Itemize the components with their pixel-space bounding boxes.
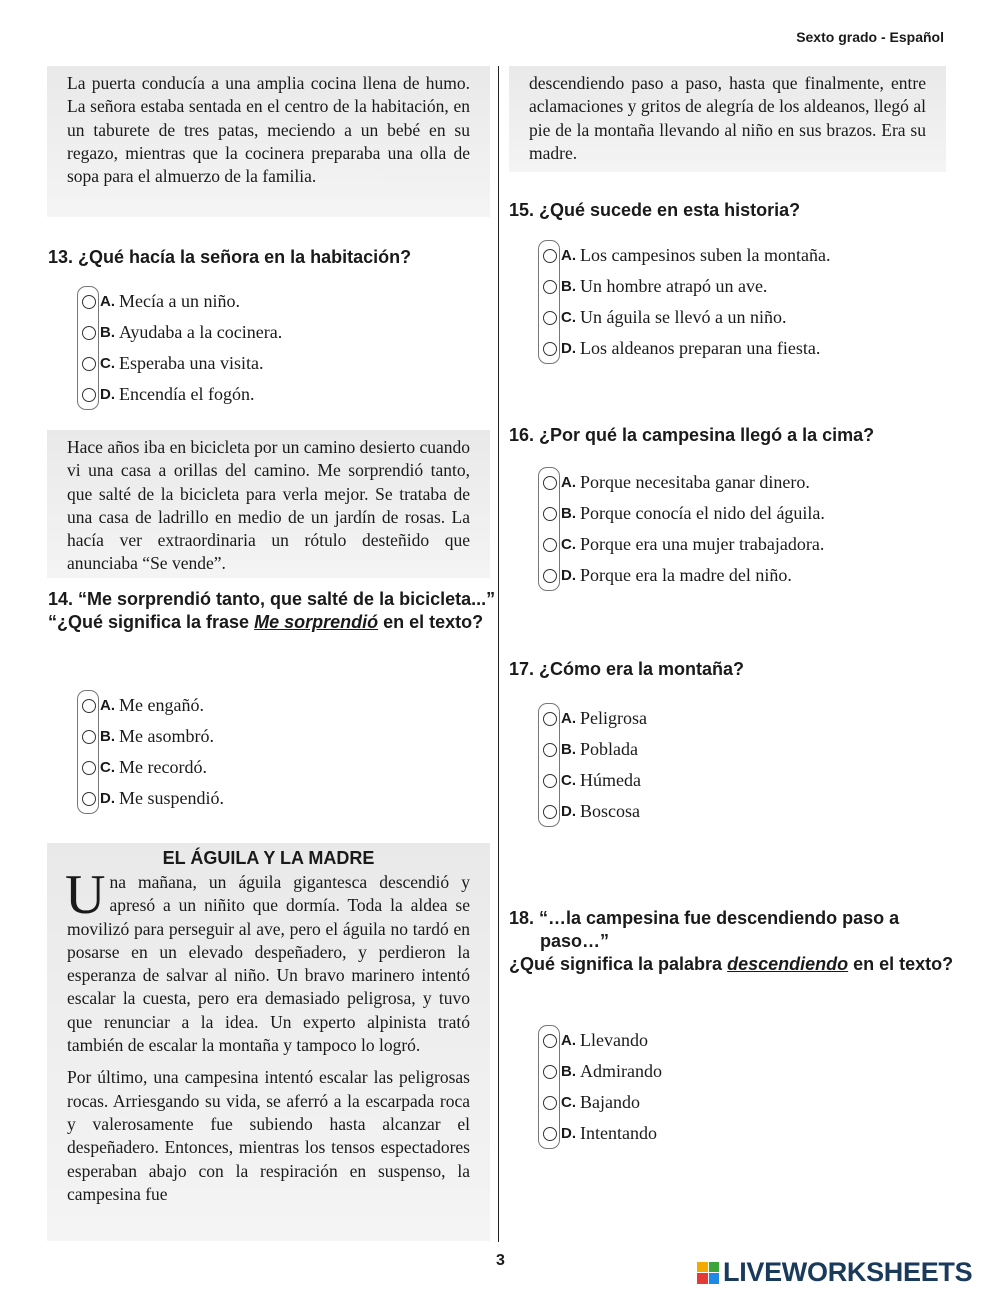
option-17-b[interactable] bbox=[538, 734, 938, 765]
passage-title: EL ÁGUILA Y LA MADRE bbox=[162, 848, 375, 868]
option-letter: A. bbox=[561, 1032, 576, 1049]
option-letter: A. bbox=[100, 293, 115, 310]
option-letter: B. bbox=[561, 741, 576, 758]
option-text: Admirando bbox=[580, 1061, 662, 1081]
option-text: Un águila se llevó a un niño. bbox=[580, 307, 787, 327]
option-text: Bajando bbox=[580, 1092, 640, 1112]
passage-text: La puerta conducía a una amplia cocina llena de humo. La señora estaba sentada en el centro de la habitación, en un taburete de tres patas, meciendo a un bebé en su regazo, mientras que la cocinera preparaba una olla de sopa para el almuerzo de la familia. bbox=[67, 73, 470, 187]
question-18 bbox=[509, 907, 972, 976]
passage-text: Hace años iba en bicicleta por un camino desierto cuando vi una casa a orillas del camino. Me sorprendió tanto, que salté de la bicicleta para verla mejor. Se trataba de una casa de ladrillo en medio de un jardín de rosas. La hacía ver extraordinaria un rótulo desteñido que anunciaba “Se vende”. bbox=[67, 437, 470, 574]
options-13 bbox=[77, 286, 477, 410]
option-letter: B. bbox=[100, 324, 115, 341]
column-divider bbox=[498, 66, 499, 1242]
option-text: Un hombre atrapó un ave. bbox=[580, 276, 768, 296]
radio-button[interactable] bbox=[543, 805, 557, 819]
radio-button[interactable] bbox=[543, 1096, 557, 1110]
passage-paragraph-2: Por último, una campesina intentó escalar las peligrosas rocas. Arriesgando su vida, se aferró a la escarpada roca y valerosamente fue subiendo hasta alcanzar el despeñadero. Entonces, mientras los tensos espectadores esperaban abajo con la respiración en suspenso, la campesina fue bbox=[67, 1067, 470, 1204]
option-text: Intentando bbox=[580, 1123, 657, 1143]
option-text: Los campesinos suben la montaña. bbox=[580, 245, 831, 265]
radio-button[interactable] bbox=[543, 342, 557, 356]
option-14-c[interactable] bbox=[77, 752, 477, 783]
radio-button[interactable] bbox=[82, 792, 96, 806]
option-letter: A. bbox=[561, 247, 576, 264]
option-17-a[interactable] bbox=[538, 703, 938, 734]
question-text: 14. “Me sorprendió tanto, que salté de la bicicleta...” bbox=[48, 589, 496, 609]
options-16 bbox=[538, 467, 938, 591]
option-letter: C. bbox=[100, 355, 115, 372]
question-text: 16. ¿Por qué la campesina llegó a la cima? bbox=[509, 425, 875, 445]
option-text: Porque era una mujer trabajadora. bbox=[580, 534, 825, 554]
page-number: 3 bbox=[496, 1252, 505, 1269]
question-text-part: “¿Qué significa la frase bbox=[48, 612, 255, 632]
question-text-part: en el texto? bbox=[378, 612, 484, 632]
radio-button[interactable] bbox=[543, 1127, 557, 1141]
options-14 bbox=[77, 690, 477, 814]
option-letter: A. bbox=[561, 474, 576, 491]
option-letter: D. bbox=[561, 1125, 576, 1142]
options-18 bbox=[538, 1025, 938, 1149]
option-letter: D. bbox=[561, 340, 576, 357]
passage-eagle bbox=[47, 843, 490, 1241]
question-17 bbox=[509, 658, 939, 681]
question-text-part: en el texto? bbox=[848, 954, 954, 974]
radio-button[interactable] bbox=[543, 774, 557, 788]
option-text: Encendía el fogón. bbox=[119, 384, 255, 404]
option-text: Mecía a un niño. bbox=[119, 291, 240, 311]
option-16-c[interactable] bbox=[538, 529, 938, 560]
option-14-d[interactable] bbox=[77, 783, 477, 814]
question-15 bbox=[509, 199, 939, 222]
radio-button[interactable] bbox=[543, 743, 557, 757]
option-16-d[interactable] bbox=[538, 560, 938, 591]
option-text: Los aldeanos preparan una fiesta. bbox=[580, 338, 821, 358]
option-letter: C. bbox=[561, 309, 576, 326]
option-13-d[interactable] bbox=[77, 379, 477, 410]
option-15-a[interactable] bbox=[538, 240, 938, 271]
option-text: Me asombró. bbox=[119, 726, 214, 746]
option-letter: B. bbox=[100, 728, 115, 745]
radio-button[interactable] bbox=[82, 730, 96, 744]
option-letter: B. bbox=[561, 505, 576, 522]
liveworksheets-logo bbox=[697, 1257, 972, 1288]
option-letter: C. bbox=[561, 1094, 576, 1111]
option-text: Peligrosa bbox=[580, 708, 647, 728]
option-letter: C. bbox=[561, 536, 576, 553]
question-text-part: ¿Qué significa la palabra bbox=[509, 954, 728, 974]
option-letter: C. bbox=[561, 772, 576, 789]
option-17-d[interactable] bbox=[538, 796, 938, 827]
option-16-b[interactable] bbox=[538, 498, 938, 529]
question-subtext bbox=[509, 953, 972, 976]
option-15-c[interactable] bbox=[538, 302, 938, 333]
passage-paragraph-1 bbox=[65, 864, 470, 1057]
radio-button[interactable] bbox=[82, 357, 96, 371]
logo-icon bbox=[697, 1262, 719, 1284]
option-letter: B. bbox=[561, 278, 576, 295]
option-text: Húmeda bbox=[580, 770, 641, 790]
passage-eagle-continued bbox=[509, 66, 946, 172]
radio-button[interactable] bbox=[82, 295, 96, 309]
option-text: Esperaba una visita. bbox=[119, 353, 264, 373]
option-letter: D. bbox=[561, 567, 576, 584]
question-13 bbox=[48, 246, 488, 269]
passage-bicycle bbox=[47, 430, 490, 578]
radio-button[interactable] bbox=[543, 476, 557, 490]
option-13-c[interactable] bbox=[77, 348, 477, 379]
question-text: 17. ¿Cómo era la montaña? bbox=[509, 659, 745, 679]
option-16-a[interactable] bbox=[538, 467, 938, 498]
option-letter: C. bbox=[100, 759, 115, 776]
question-subtext bbox=[48, 611, 521, 634]
radio-button[interactable] bbox=[543, 712, 557, 726]
option-15-d[interactable] bbox=[538, 333, 938, 364]
option-17-c[interactable] bbox=[538, 765, 938, 796]
radio-button[interactable] bbox=[543, 1065, 557, 1079]
question-text: 13. ¿Qué hacía la señora en la habitación? bbox=[48, 247, 412, 267]
option-letter: D. bbox=[100, 386, 115, 403]
question-text: 15. ¿Qué sucede en esta historia? bbox=[509, 200, 801, 220]
radio-button[interactable] bbox=[543, 507, 557, 521]
passage-text: na mañana, un águila gigantesca descendió y apresó a un niñito que dormía. Toda la aldea se movilizó para perseguir al ave, pero el águila no tardó en posarse en un elevado despeñadero, y perdieron la esperanza de salvar al niño. Un bravo marinero intentó escalar la cuesta, pero era demasiado peligrosa, y tuvo que renunciar a la idea. Un experto alpinista trató también de escalar la montaña y tampoco lo logró. bbox=[67, 872, 470, 1056]
brand-name: LIVEWORKSHEETS bbox=[723, 1257, 973, 1287]
radio-button[interactable] bbox=[543, 280, 557, 294]
radio-button[interactable] bbox=[543, 569, 557, 583]
option-text: Ayudaba a la cocinera. bbox=[119, 322, 283, 342]
option-text: Me recordó. bbox=[119, 757, 207, 777]
option-letter: D. bbox=[100, 790, 115, 807]
option-text: Me engañó. bbox=[119, 695, 204, 715]
option-text: Poblada bbox=[580, 739, 638, 759]
options-17 bbox=[538, 703, 938, 827]
page-header: Sexto grado - Español bbox=[796, 29, 944, 45]
radio-button[interactable] bbox=[543, 249, 557, 263]
radio-button[interactable] bbox=[82, 699, 96, 713]
option-text: Me suspendió. bbox=[119, 788, 224, 808]
radio-button[interactable] bbox=[82, 761, 96, 775]
radio-button[interactable] bbox=[543, 311, 557, 325]
drop-cap: U bbox=[65, 864, 106, 926]
question-14 bbox=[48, 588, 521, 634]
option-letter: B. bbox=[561, 1063, 576, 1080]
passage-kitchen bbox=[47, 66, 490, 217]
option-text: Porque era la madre del niño. bbox=[580, 565, 792, 585]
option-letter: D. bbox=[561, 803, 576, 820]
underlined-phrase: Me sorprendió bbox=[254, 612, 379, 632]
option-13-a[interactable] bbox=[77, 286, 477, 317]
options-15 bbox=[538, 240, 938, 364]
option-13-b[interactable] bbox=[77, 317, 477, 348]
option-letter: A. bbox=[100, 697, 115, 714]
radio-button[interactable] bbox=[82, 388, 96, 402]
option-letter: A. bbox=[561, 710, 576, 727]
option-text: Porque conocía el nido del águila. bbox=[580, 503, 825, 523]
question-16 bbox=[509, 424, 939, 447]
radio-button[interactable] bbox=[543, 538, 557, 552]
underlined-word: descendiendo bbox=[727, 954, 849, 974]
option-18-c[interactable] bbox=[538, 1087, 938, 1118]
option-text: Boscosa bbox=[580, 801, 640, 821]
radio-button[interactable] bbox=[543, 1034, 557, 1048]
option-14-a[interactable] bbox=[77, 690, 477, 721]
option-15-b[interactable] bbox=[538, 271, 938, 302]
option-18-a[interactable] bbox=[538, 1025, 938, 1056]
option-18-d[interactable] bbox=[538, 1118, 938, 1149]
passage-text: descendiendo paso a paso, hasta que finalmente, entre aclamaciones y gritos de alegría de los aldeanos, llegó al pie de la montaña llevando al niño en sus brazos. Era su madre. bbox=[529, 73, 926, 163]
option-14-b[interactable] bbox=[77, 721, 477, 752]
option-text: Llevando bbox=[580, 1030, 648, 1050]
option-text: Porque necesitaba ganar dinero. bbox=[580, 472, 810, 492]
question-text: 18. “…la campesina fue descendiendo paso a paso…” bbox=[509, 908, 900, 951]
radio-button[interactable] bbox=[82, 326, 96, 340]
option-18-b[interactable] bbox=[538, 1056, 938, 1087]
